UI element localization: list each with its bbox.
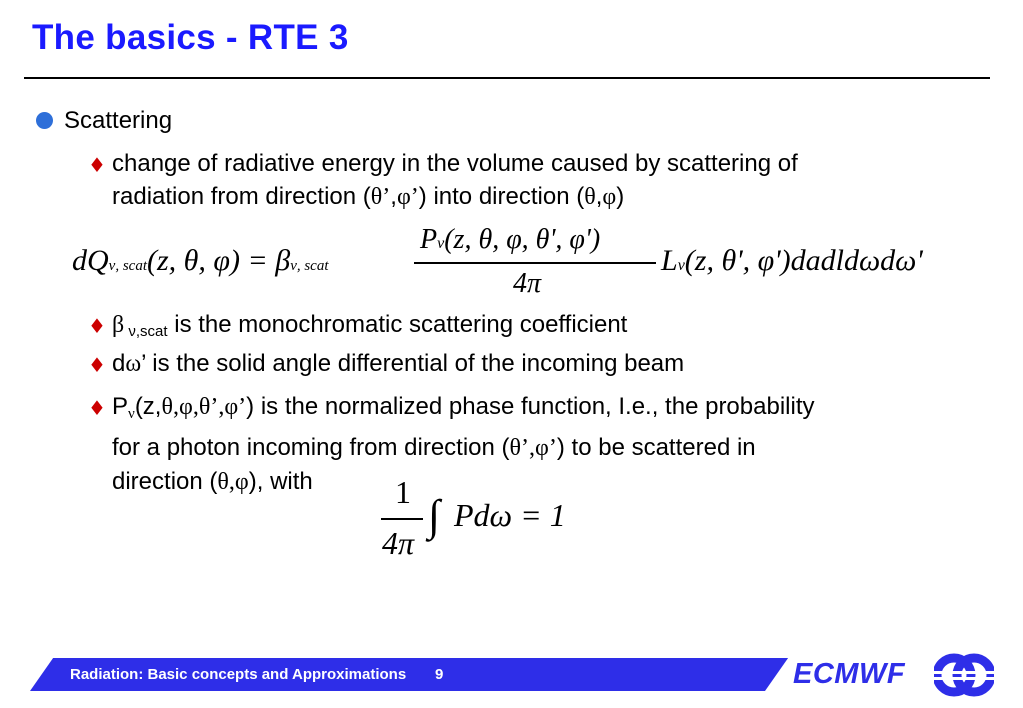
eq-fraction-bar [414, 262, 656, 264]
item-line: direction (θ,φ), with [112, 468, 313, 495]
item-line: radiation from direction (θ’,φ’) into direction (θ,φ) [112, 183, 625, 210]
page-number: 9 [435, 666, 444, 683]
item-line: $P_\nu(z,\theta,\varphi,\theta’,\varphi’)$ is the normalized phase function, I.e., the probability [112, 393, 815, 422]
title-divider [24, 77, 990, 79]
item-radiative-change [112, 147, 992, 214]
footer-caption: Radiation: Basic concepts and Approximations [70, 666, 407, 683]
diamond-bullet-icon: ♦ [88, 396, 106, 420]
diamond-bullet-icon: ♦ [88, 353, 106, 377]
item-beta: β $_{\nu,scat}$ is the monochromatic scattering coefficient [112, 311, 628, 340]
item-line: change of radiative energy in the volume caused by scattering of [112, 150, 798, 177]
brand-name: ECMWF [793, 658, 906, 690]
eq-rhs: Lν(z, θ', φ')dadldωdω' [661, 244, 923, 277]
eq-lhs: dQ [72, 244, 109, 277]
diamond-bullet-icon: ♦ [88, 153, 106, 177]
eq-lhs-args: (z, θ, φ) = β [147, 244, 291, 277]
diamond-bullet-icon: ♦ [88, 314, 106, 338]
item-phase-function [112, 390, 992, 499]
bullet-scattering: Scattering [64, 107, 173, 134]
eq-denominator: 4π [513, 268, 542, 299]
ecmwf-logo-icon [934, 653, 994, 697]
eq-numerator: Pν(z, θ, φ, θ', φ') [420, 224, 601, 255]
eq2-fraction-bar [381, 518, 423, 520]
bullet-dot-icon [36, 112, 53, 129]
item-line: for a photon incoming from direction (θ’,φ’) to be scattered in [112, 434, 756, 461]
slide-title: The basics - RTE 3 [32, 18, 349, 57]
item-domega: dω’ is the solid angle differential of the incoming beam [112, 350, 685, 377]
eq2-numerator: 1 [395, 474, 411, 510]
eq2-denominator: 4π [382, 525, 415, 561]
eq2-integrand: Pdω = 1 [454, 497, 566, 533]
integral-sign: ∫ [428, 491, 441, 540]
